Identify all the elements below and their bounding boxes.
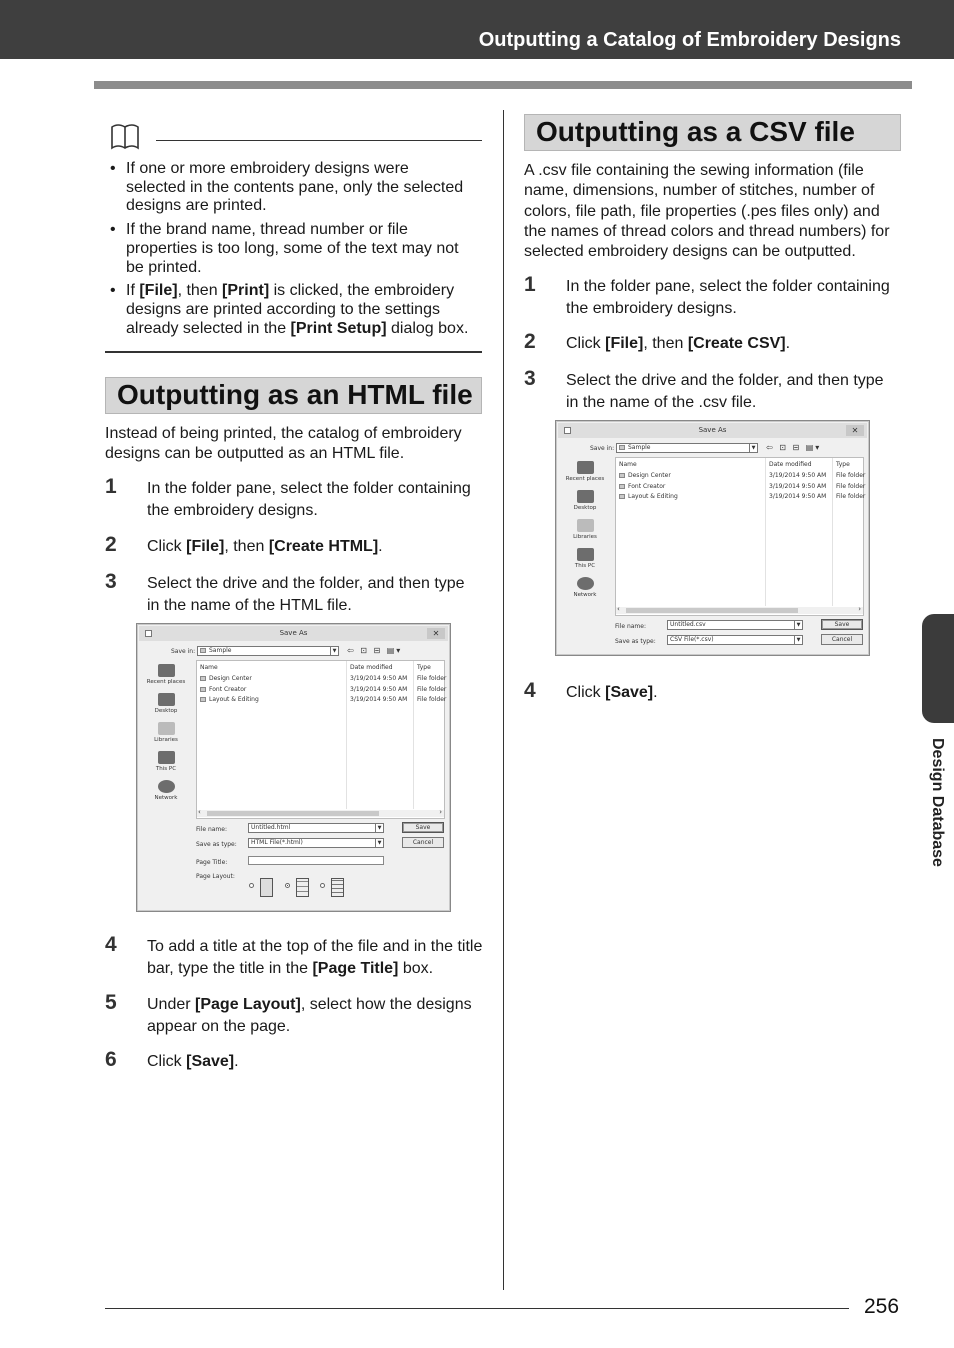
cancel-button[interactable]: Cancel xyxy=(402,837,444,848)
column-header[interactable]: Name xyxy=(200,664,218,671)
file-row[interactable]: Design Center xyxy=(200,675,252,682)
step-number: 4 xyxy=(524,679,536,702)
folder-icon xyxy=(200,648,206,653)
chapter-tab-label: Design Database xyxy=(929,738,946,867)
note-rule-bottom xyxy=(105,351,482,353)
note-item: • If the brand name, thread number or file properties is too long, some of the text may not be printed. xyxy=(109,221,484,277)
dialog-title: Save As xyxy=(279,629,308,637)
section-title-html: Outputting as an HTML file xyxy=(105,377,482,414)
horizontal-scrollbar[interactable]: ‹ › xyxy=(617,605,861,613)
file-row[interactable]: Layout & Editing xyxy=(200,696,259,703)
network-icon xyxy=(158,780,175,793)
place-desktop[interactable]: Desktop xyxy=(143,693,189,714)
place-network[interactable]: Network xyxy=(562,577,608,598)
save-as-dialog-csv xyxy=(555,420,870,656)
layout-radio-3[interactable] xyxy=(320,883,325,888)
column-divider xyxy=(503,110,504,1290)
page-number: 256 xyxy=(864,1295,900,1318)
note-item: • If [File], then [Print] is clicked, the embroidery designs are printed according to the settings already selected in the [Print Setup] dialog box. xyxy=(109,282,484,338)
chevron-down-icon: ▼ xyxy=(330,647,338,655)
close-icon[interactable]: ✕ xyxy=(846,425,864,436)
file-name-label: File name: xyxy=(615,623,646,630)
desktop-icon xyxy=(158,693,175,706)
place-libraries[interactable]: Libraries xyxy=(143,722,189,743)
folder-icon xyxy=(200,676,206,681)
save-type-label: Save as type: xyxy=(615,638,656,645)
step-number: 6 xyxy=(105,1048,117,1071)
save-type-dropdown[interactable]: CSV File(*.csv) ▼ xyxy=(667,635,803,645)
computer-icon xyxy=(577,548,594,561)
section-title-csv: Outputting as a CSV file xyxy=(524,114,901,151)
page-header-title: Outputting a Catalog of Embroidery Designs xyxy=(478,29,901,51)
place-libraries[interactable]: Libraries xyxy=(562,519,608,540)
save-type-dropdown[interactable]: HTML File(*.html) ▼ xyxy=(248,838,384,848)
file-name-input[interactable]: Untitled.html ▼ xyxy=(248,823,384,833)
step-text: In the folder pane, select the folder containing the embroidery designs. xyxy=(566,278,890,317)
csv-intro: A .csv file containing the sewing information (file name, dimensions, number of stitches, number of colors, file path, file properties (.pes files only) and the names of thread colors and thread numbers) for selected embroidery designs can be outputted. xyxy=(524,162,890,261)
folder-icon xyxy=(619,445,625,450)
book-icon xyxy=(109,123,141,151)
dialog-title: Save As xyxy=(698,426,727,434)
step-text: Click [File], then [Create HTML]. xyxy=(147,538,383,555)
place-recent[interactable]: Recent places xyxy=(562,461,608,482)
step-number: 2 xyxy=(524,330,536,353)
layout-radio-2[interactable] xyxy=(285,883,290,888)
step-text: In the folder pane, select the folder containing the embroidery designs. xyxy=(147,480,471,519)
save-in-dropdown[interactable]: Sample ▼ xyxy=(616,443,758,453)
chevron-down-icon: ▼ xyxy=(749,444,757,452)
folder-icon xyxy=(200,687,206,692)
step-text: Select the drive and the folder, and then type in the name of the .csv file. xyxy=(566,372,884,411)
column-header[interactable]: Type xyxy=(417,664,431,671)
horizontal-scrollbar[interactable]: ‹ › xyxy=(198,808,442,816)
save-in-label: Save in: xyxy=(590,445,615,452)
dialog-titlebar xyxy=(139,626,448,641)
page-title-input[interactable] xyxy=(248,856,384,865)
dialog-toolbar[interactable]: ⇦ ⊡ ⊟ ▤▾ xyxy=(766,443,822,452)
places-bar xyxy=(562,461,608,606)
file-row[interactable]: Font Creator xyxy=(200,686,246,693)
layout-single-icon xyxy=(260,878,273,897)
column-header[interactable]: Date modified xyxy=(769,461,812,468)
place-desktop[interactable]: Desktop xyxy=(562,490,608,511)
step-number: 2 xyxy=(105,533,117,556)
note-list xyxy=(109,160,484,343)
save-type-label: Save as type: xyxy=(196,841,237,848)
recent-places-icon xyxy=(158,664,175,677)
folder-icon xyxy=(619,473,625,478)
step-text: To add a title at the top of the file and in the title bar, type the title in the [Page Title] box. xyxy=(147,938,483,977)
step-number: 4 xyxy=(105,933,117,956)
network-icon xyxy=(577,577,594,590)
dialog-toolbar[interactable]: ⇦ ⊡ ⊟ ▤▾ xyxy=(347,646,403,655)
save-in-label: Save in: xyxy=(171,648,196,655)
computer-icon xyxy=(158,751,175,764)
file-name-input[interactable]: Untitled.csv ▼ xyxy=(667,620,803,630)
note-rule-top xyxy=(156,140,482,141)
save-button[interactable]: Save xyxy=(402,822,444,833)
step-text: Under [Page Layout], select how the designs appear on the page. xyxy=(147,996,472,1035)
column-header[interactable]: Name xyxy=(619,461,637,468)
footer-rule xyxy=(105,1308,849,1309)
folder-icon xyxy=(200,697,206,702)
file-list: Name Date modified Type Design Center 3/19/2014 9:50 AM File folder Font Creator 3/19/2014 9:50 AM File folder Layout & Editing 3/19/2014 9:50 AM File folder ‹ › xyxy=(615,457,864,616)
libraries-icon xyxy=(158,722,175,735)
header-rule xyxy=(94,81,912,89)
file-row[interactable]: Design Center xyxy=(619,472,671,479)
column-header[interactable]: Type xyxy=(836,461,850,468)
step-number: 1 xyxy=(105,475,117,498)
save-as-dialog-html xyxy=(136,623,451,912)
step-number: 1 xyxy=(524,273,536,296)
layout-list-icon xyxy=(296,878,309,897)
column-header[interactable]: Date modified xyxy=(350,664,393,671)
dialog-titlebar xyxy=(558,423,867,438)
folder-icon xyxy=(619,494,625,499)
places-bar xyxy=(143,664,189,809)
file-row[interactable]: Layout & Editing xyxy=(619,493,678,500)
step-text: Click [Save]. xyxy=(566,684,658,701)
page-title-label: Page Title: xyxy=(196,859,228,866)
folder-icon xyxy=(619,484,625,489)
layout-radio-1[interactable] xyxy=(249,883,254,888)
close-icon[interactable]: ✕ xyxy=(427,628,445,639)
place-this-pc[interactable]: This PC xyxy=(562,548,608,569)
step-number: 3 xyxy=(524,367,536,390)
step-number: 5 xyxy=(105,991,117,1014)
html-intro: Instead of being printed, the catalog of embroidery designs can be outputted as an HTML file. xyxy=(105,425,462,463)
file-row[interactable]: Font Creator xyxy=(619,483,665,490)
cancel-button[interactable]: Cancel xyxy=(821,634,863,645)
step-text: Select the drive and the folder, and then type in the name of the HTML file. xyxy=(147,575,465,614)
step-text: Click [File], then [Create CSV]. xyxy=(566,335,791,352)
save-in-dropdown[interactable]: Sample ▼ xyxy=(197,646,339,656)
chapter-tab xyxy=(922,614,954,723)
step-text: Click [Save]. xyxy=(147,1053,239,1070)
place-network[interactable]: Network xyxy=(143,780,189,801)
save-button[interactable]: Save xyxy=(821,619,863,630)
desktop-icon xyxy=(577,490,594,503)
note-item: • If one or more embroidery designs were selected in the contents pane, only the selected designs are printed. xyxy=(109,160,484,216)
recent-places-icon xyxy=(577,461,594,474)
place-recent[interactable]: Recent places xyxy=(143,664,189,685)
file-name-label: File name: xyxy=(196,826,227,833)
layout-grid-icon xyxy=(331,878,344,897)
libraries-icon xyxy=(577,519,594,532)
page-layout-label: Page Layout: xyxy=(196,873,235,880)
file-list: Name Date modified Type Design Center 3/19/2014 9:50 AM File folder Font Creator 3/19/2014 9:50 AM File folder Layout & Editing 3/19/2014 9:50 AM File folder ‹ › xyxy=(196,660,445,819)
step-number: 3 xyxy=(105,570,117,593)
place-this-pc[interactable]: This PC xyxy=(143,751,189,772)
